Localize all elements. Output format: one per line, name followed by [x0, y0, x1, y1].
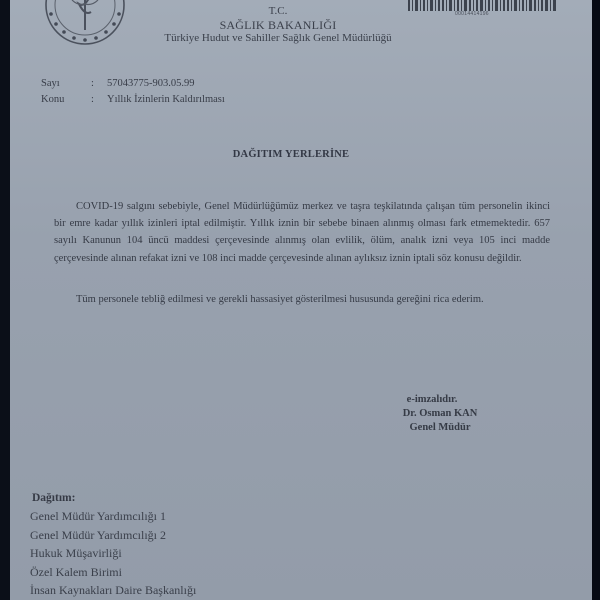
- distribution-item: Özel Kalem Birimi: [30, 564, 122, 579]
- sayi-separator: :: [91, 78, 94, 89]
- distribution-label: Dağıtım:: [32, 492, 76, 504]
- distribution-item: Hukuk Müşavirliği: [30, 546, 122, 560]
- body-paragraph-1: COVID-19 salgını sebebiyle, Genel Müdürlüğümüz merkez ve taşra teşkilatında çalışan tüm personelin ikinci bir emre kadar yıllık izinleri iptal edilmiştir. Yıllık iznin bir sebebe binaen alınmış olması fark etmemektedir. 657 sayılı Kanunun 104 üncü maddesi çerçevesinde alınmış olan evlilik, ölüm, analık izni veya 105 inci madde çerçevesinde alınan refakat izni ve 108 inci madde çerçevesinde alınan aylıksız iznin iptali söz konusu değildir.: [54, 201, 550, 264]
- meta-konu: [41, 94, 225, 105]
- signatory-title: Genel Müdür: [409, 422, 471, 433]
- photo-border-right: [592, 0, 600, 600]
- sayi-label: Sayı: [41, 78, 60, 89]
- document-page: [10, 0, 592, 600]
- distribution-item: Genel Müdür Yardımcılığı 2: [30, 527, 166, 542]
- header-department: Türkiye Hudut ve Sahiller Sağlık Genel Müdürlüğü: [164, 32, 392, 44]
- signature-note: e-imzalıdır.: [406, 394, 458, 405]
- distribution-list: [30, 507, 196, 600]
- header-ministry: SAĞLIK BAKANLIĞI: [219, 18, 337, 32]
- meta-sayi: [41, 78, 195, 89]
- signatory-name: Dr. Osman KAN: [402, 408, 478, 419]
- konu-value: Yıllık İzinlerin Kaldırılması: [107, 94, 225, 105]
- distribution-item: Genel Müdür Yardımcılığı 1: [30, 509, 166, 523]
- barcode-icon: [408, 0, 556, 11]
- document-title: DAĞITIM YERLERİNE: [232, 149, 350, 160]
- konu-separator: :: [91, 94, 94, 105]
- distribution-item: İnsan Kaynakları Daire Başkanlığı: [30, 583, 197, 597]
- konu-label: Konu: [41, 94, 65, 105]
- sayi-value: 57043775-903.05.99: [107, 78, 195, 89]
- body-paragraph-2: Tüm personele tebliğ edilmesi ve gerekli hassasiyet gösterilmesi hususunda gereğini rica ederim.: [76, 294, 484, 305]
- header-tc: T.C.: [268, 5, 288, 17]
- barcode-number: 00014414196: [455, 11, 489, 17]
